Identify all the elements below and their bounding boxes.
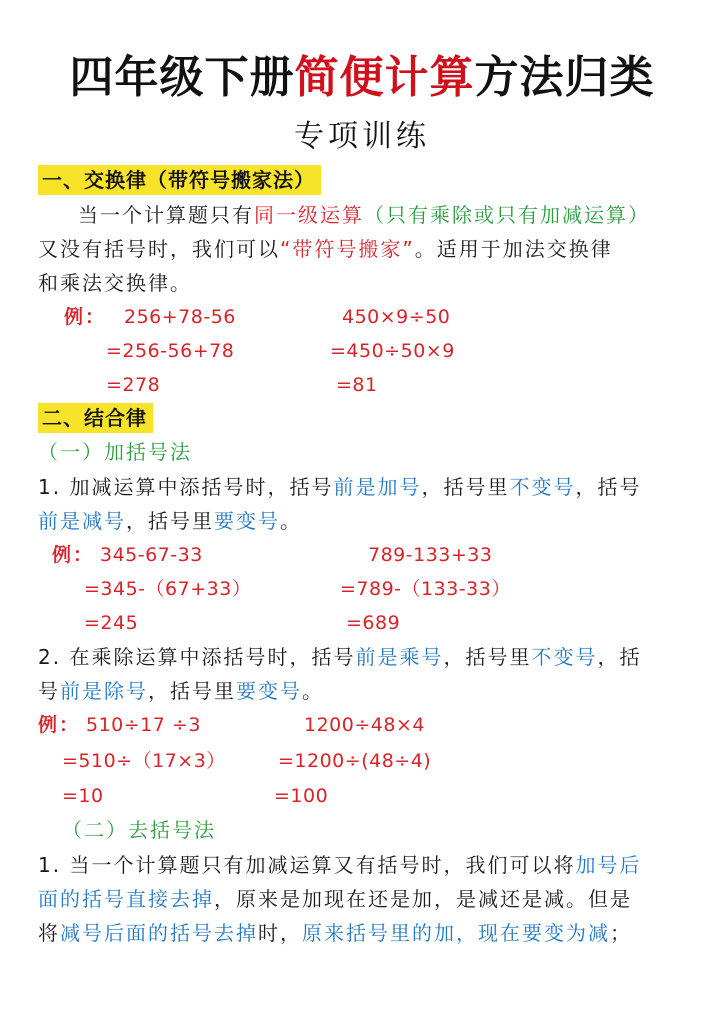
- page-title: [0, 48, 724, 108]
- example-3-left-line-3: =10: [62, 785, 104, 807]
- example-1-right-line-3: =81: [336, 374, 378, 396]
- example-3-right-line-2: =1200÷(48÷4): [278, 750, 432, 772]
- title-part-3: 方法归类: [474, 52, 655, 103]
- rule-3-line-3: 将减号后面的括号去掉时，原来括号里的加，现在要变为减；: [38, 921, 632, 945]
- example-label: 例：: [38, 714, 81, 736]
- page-subtitle: 专项训练: [294, 119, 430, 154]
- emphasis-move-with-sign: “带符号搬家”: [280, 237, 415, 261]
- example-label: 例：: [52, 544, 95, 566]
- title-part-2-highlight: 简便计算: [294, 52, 475, 103]
- section-1-heading: 一、交换律（带符号搬家法）: [38, 165, 321, 195]
- example-2-left-line-2: =345-（67+33）: [84, 578, 252, 600]
- example-2-left-line-1: 345-67-33: [100, 544, 203, 566]
- example-2-right-line-1: 789-133+33: [368, 544, 493, 566]
- rule-1-line-2: 前是减号，括号里要变号。: [38, 509, 302, 533]
- subsection-add-brackets: （一）加括号法: [38, 440, 192, 464]
- example-3-right-line-3: =100: [274, 785, 329, 807]
- section-1-line-1: 当一个计算题只有同一级运算（只有乘除或只有加减运算）: [78, 203, 650, 227]
- section-1-line-2: 又没有括号时，我们可以“带符号搬家”。适用于加法交换律: [38, 237, 613, 261]
- example-3-right-line-1: 1200÷48×4: [304, 714, 425, 736]
- example-2-right-line-3: =689: [346, 612, 401, 634]
- example-3-left-line-2: =510÷（17×3）: [62, 750, 226, 772]
- emphasis-note: （只有乘除或只有加减运算）: [364, 203, 650, 227]
- emphasis-same-level: 同一级运算: [254, 203, 364, 227]
- rule-2-line-2: 号前是除号，括号里要变号。: [38, 679, 324, 703]
- rule-1-line-1: 1. 加减运算中添括号时，括号前是加号，括号里不变号，括号: [38, 475, 642, 499]
- example-1-left-line-3: =278: [106, 374, 161, 396]
- example-2-left-line-3: =245: [84, 612, 139, 634]
- title-part-1: 四年级下册: [69, 52, 295, 103]
- section-2-heading: 二、结合律: [38, 403, 153, 433]
- example-1-right-line-2: =450÷50×9: [330, 340, 455, 362]
- example-1-right-line-1: 450×9÷50: [342, 306, 451, 328]
- rule-3-line-2: 面的括号直接去掉，原来是加现在还是加，是减还是减。但是: [38, 887, 632, 911]
- example-3-left-line-1: 510÷17 ÷3: [86, 714, 201, 736]
- example-1-left-line-1: 256+78-56: [124, 306, 236, 328]
- example-label: 例：: [64, 306, 107, 328]
- example-2-right-line-2: =789-（133-33）: [340, 578, 511, 600]
- rule-3-line-1: 1. 当一个计算题只有加减运算又有括号时，我们可以将加号后: [38, 853, 642, 877]
- rule-2-line-1: 2. 在乘除运算中添括号时，括号前是乘号，括号里不变号，括: [38, 645, 642, 669]
- subsection-remove-brackets: （二）去括号法: [62, 818, 216, 842]
- section-1-line-3: 和乘法交换律。: [38, 271, 192, 295]
- example-1-left-line-2: =256-56+78: [106, 340, 235, 362]
